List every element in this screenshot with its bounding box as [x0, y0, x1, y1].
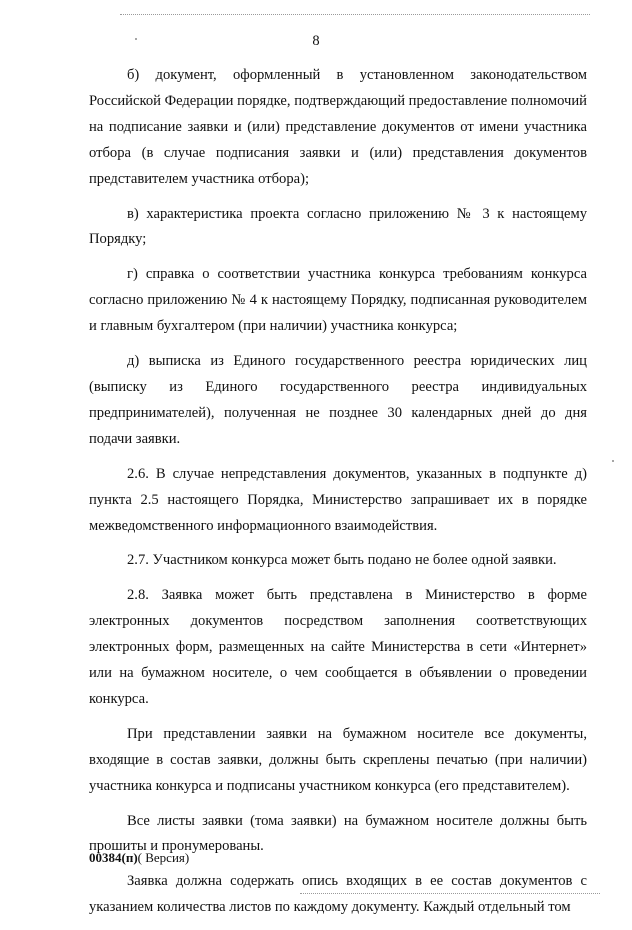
footer-version-label: ( Версия) [137, 850, 190, 865]
paragraph-item-d: д) выписка из Единого государственного реестра юридических лиц (выписку из Единого государственного реестра индивидуальных предпринимателей), полученная не позднее 30 календарных дней до дня подачи заявки. [89, 353, 587, 447]
footer-document-code: 00384(п) [89, 850, 138, 865]
paragraph-2-8: 2.8. Заявка может быть представлена в Министерство в форме электронных документов посредством заполнения соответствующих электронных форм, размещенных на сайте Министерства в сети «Интернет» или на бумажном носителе, о чем сообщается в объявлении о проведении конкурса. [89, 587, 587, 707]
paragraph-2-6: 2.6. В случае непредставления документов, указанных в подпункте д) пункта 2.5 настоящего Порядка, Министерство запрашивает их в порядке межведомственного информационного взаимодействия. [89, 465, 587, 534]
paragraph-item-b: б) документ, оформленный в установленном законодательством Российской Федерации порядке, подтверждающий предоставление полномочий на подписание заявки и (или) представление документов от имени участника отбора (в случае подписания заявки и (или) представления документов представителем участника отбора); [89, 67, 587, 187]
paragraph-item-v: в) характеристика проекта согласно приложению № 3 к настоящему Порядку; [89, 205, 587, 248]
scan-dust-mark [612, 460, 614, 462]
document-body [89, 63, 587, 930]
document-footer [89, 850, 189, 866]
paragraph-2-7: 2.7. Участником конкурса может быть подано не более одной заявки. [127, 552, 557, 569]
paragraph-item-g: г) справка о соответствии участника конкурса требованиям конкурса согласно приложению № 4 к настоящему Порядку, подписанная руководителем и главным бухгалтером (при наличии) участника конкурса; [89, 266, 587, 335]
scan-dust-mark [135, 38, 137, 40]
scan-artifact-line-bottom [300, 893, 600, 894]
paragraph-inventory: Заявка должна содержать опись входящих в ее состав документов с указанием количества листов по каждому документу. Каждый отдельный том [89, 873, 587, 916]
scan-artifact-line-top [120, 14, 590, 15]
paragraph-sheets-stitched: Все листы заявки (тома заявки) на бумажном носителе должны быть прошиты и пронумерованы. [89, 812, 587, 855]
page-number: 8 [312, 33, 320, 49]
paragraph-paper-submission: При представлении заявки на бумажном носителе все документы, входящие в состав заявки, должны быть скреплены печатью (при наличии) участника конкурса и подписаны участником конкурса (его представителем). [89, 725, 587, 794]
